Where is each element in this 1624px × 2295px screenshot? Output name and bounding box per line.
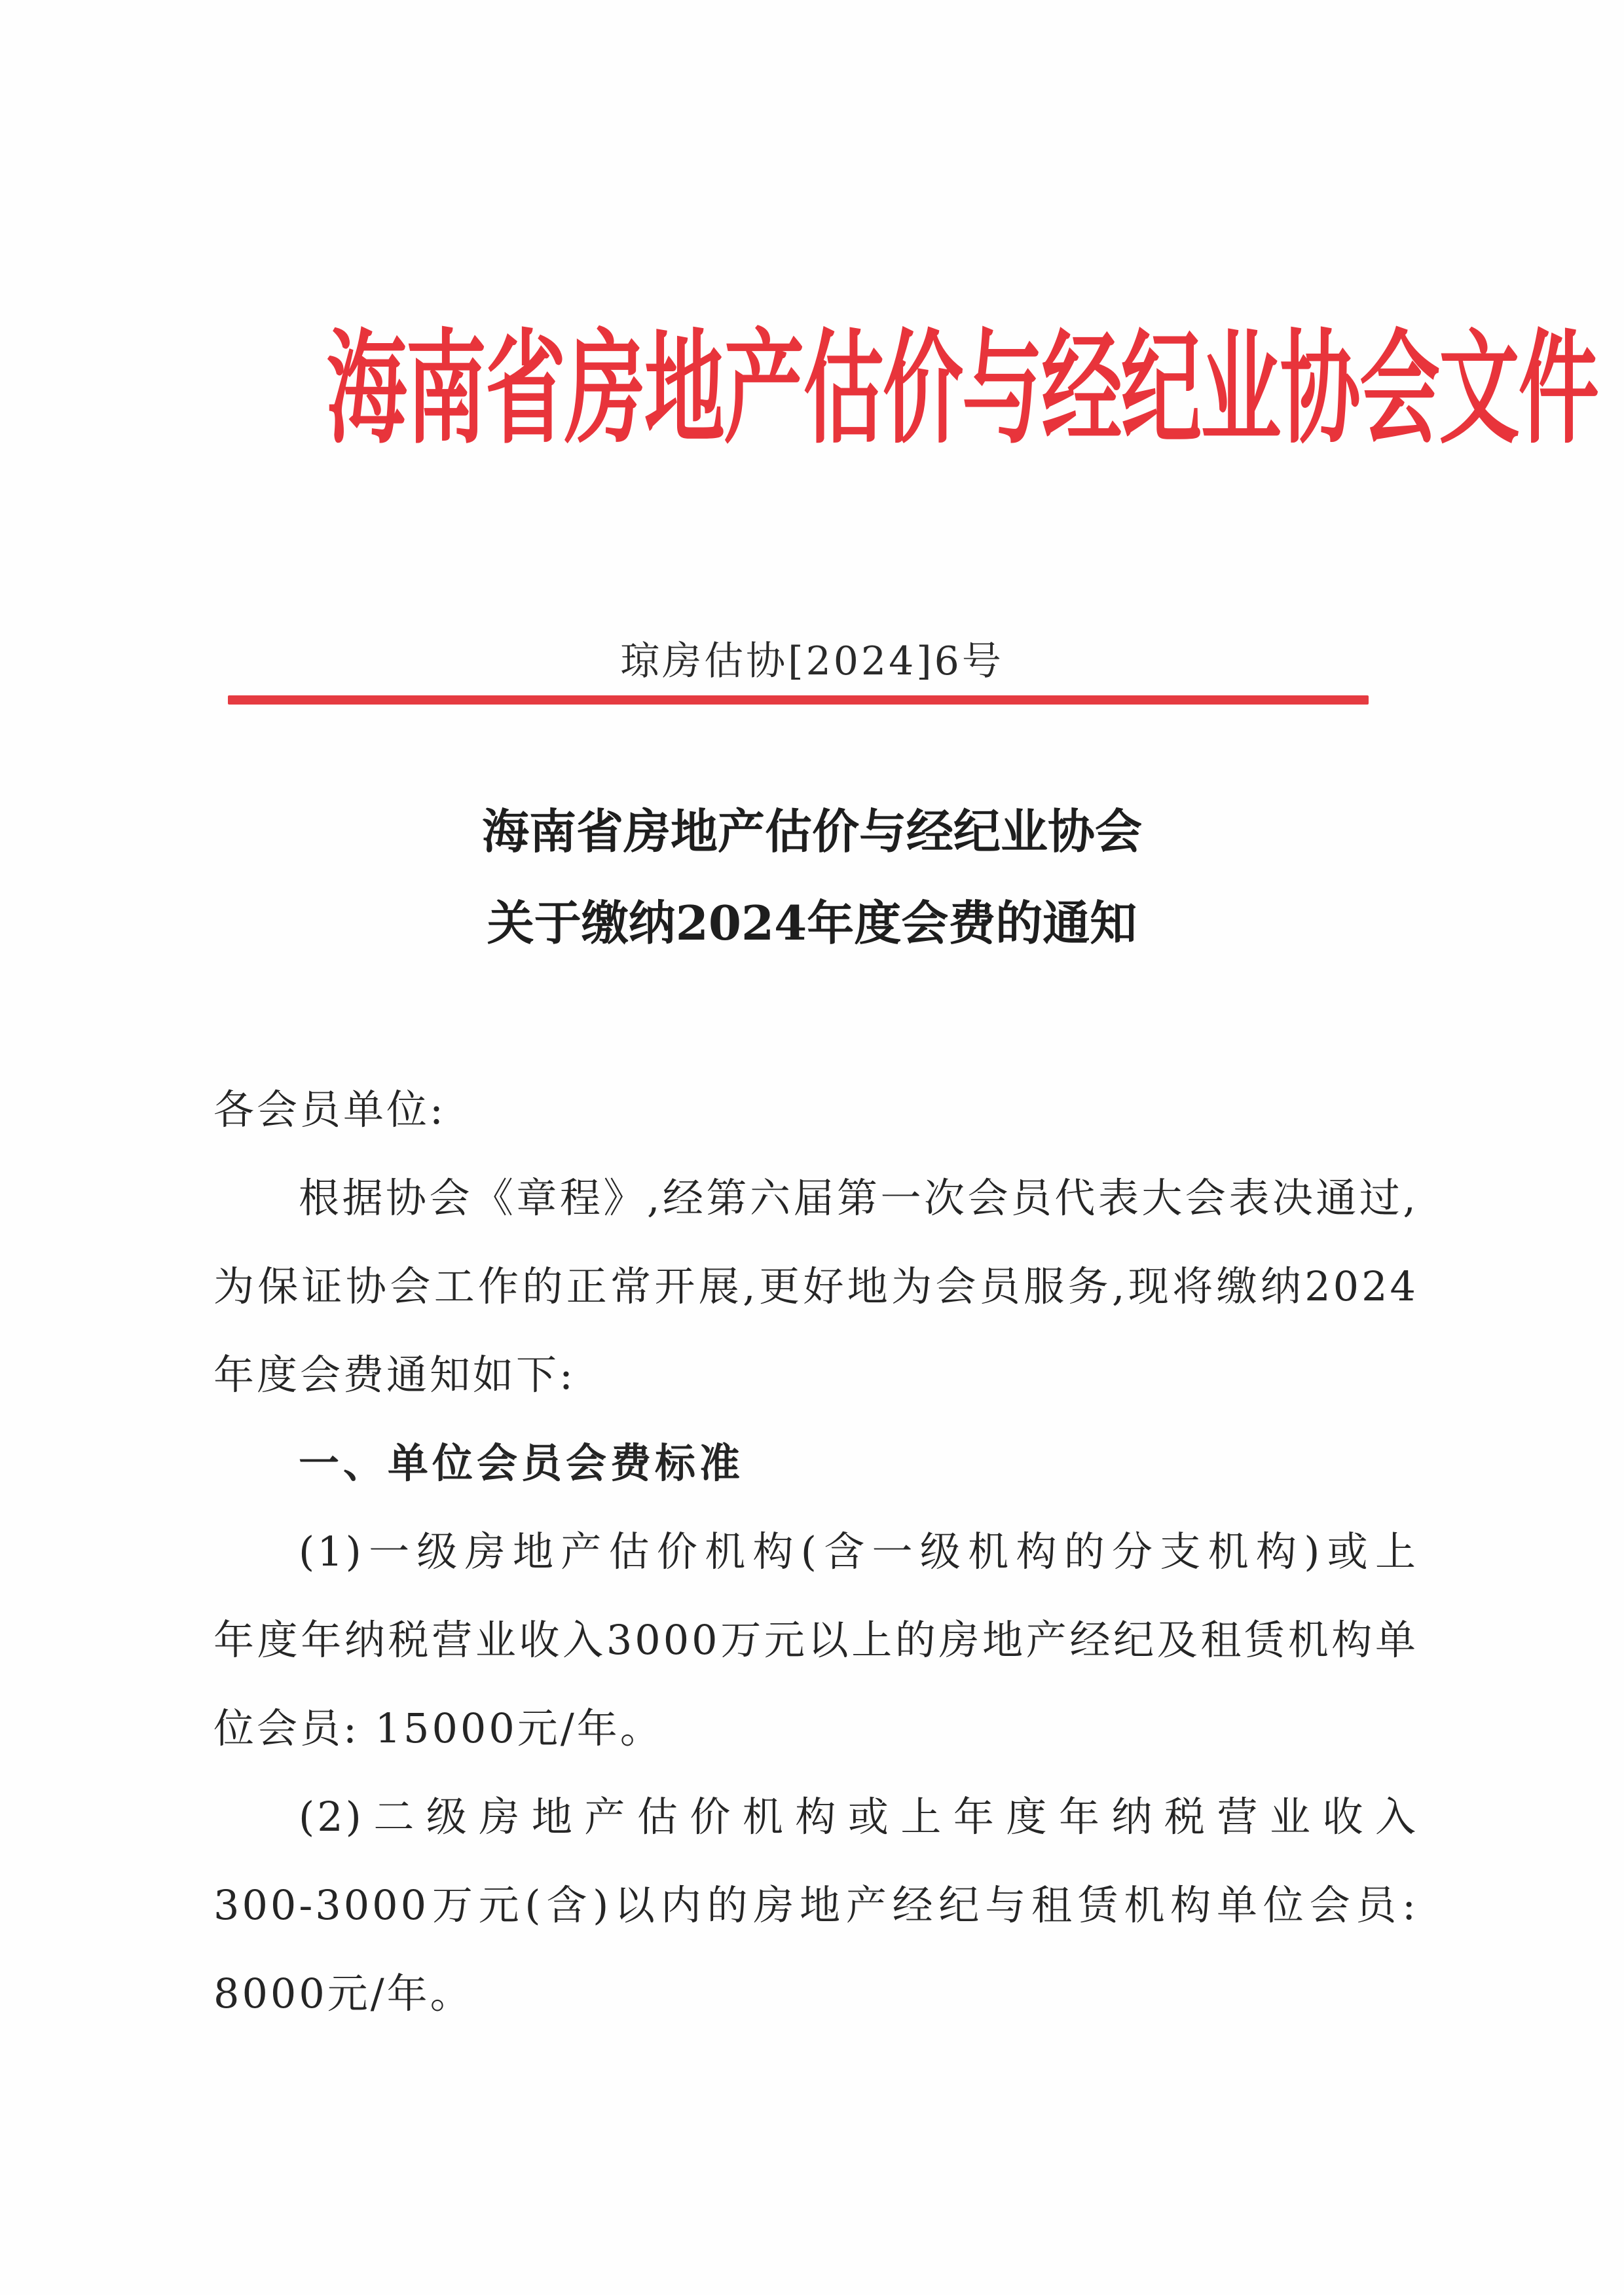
fee-item-1-line-3: 位会员: 15000元/年。 [213,1704,663,1752]
fee-item-2-line-3: 8000元/年。 [213,1970,473,2017]
section-heading-member-fee-standard: 一、单位会员会费标准 [299,1439,745,1487]
fee-item-1-line-2: 年度年纳税营业收入3000万元以上的房地产经纪及租赁机构单 [213,1616,1418,1664]
document-masthead: 海南省房地产估价与经纪业协会文件 [326,318,1598,461]
document-number: 琼房估协[2024]6号 [620,638,1004,684]
salutation: 各会员单位: [213,1086,446,1133]
fee-item-1-line-1: (1)一级房地产估价机构(含一级机构的分支机构)或上 [299,1528,1418,1575]
fee-item-2-line-2: 300-3000万元(含)以内的房地产经纪与租赁机构单位会员: [213,1881,1418,1929]
red-divider-rule [228,695,1369,705]
intro-paragraph-line-2: 为保证协会工作的正常开展,更好地为会员服务,现将缴纳2024 [213,1262,1418,1310]
notice-title-line-2: 关于缴纳2024年度会费的通知 [487,895,1137,951]
intro-paragraph-line-3: 年度会费通知如下: [213,1351,576,1399]
fee-item-2-line-1: (2)二级房地产估价机构或上年度年纳税营业收入 [299,1793,1418,1841]
notice-title-line-1: 海南省房地产估价与经纪业协会 [481,803,1142,859]
intro-paragraph-line-1: 根据协会《章程》,经第六届第一次会员代表大会表决通过, [299,1174,1418,1222]
